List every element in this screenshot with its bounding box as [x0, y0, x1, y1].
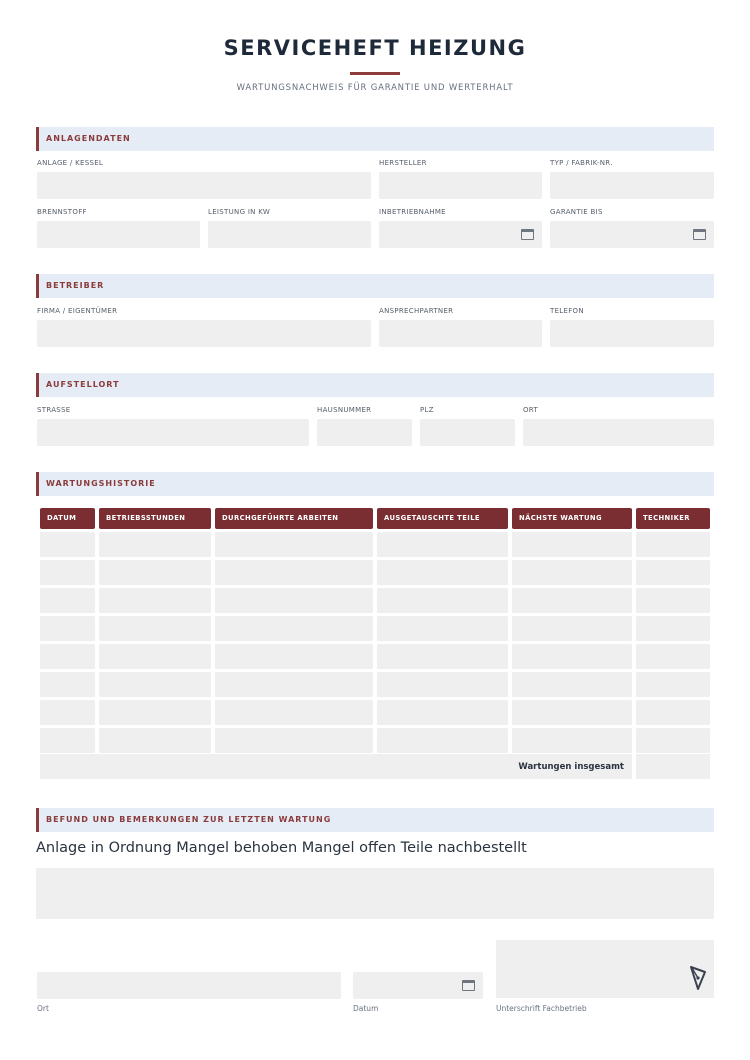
hersteller-input[interactable]	[379, 172, 542, 199]
brennstoff-label: BRENNSTOFF	[37, 208, 87, 216]
section-title: BETREIBER	[46, 281, 105, 290]
ort-input[interactable]	[523, 419, 714, 446]
calendar-icon[interactable]	[462, 980, 475, 991]
table-cell[interactable]	[40, 700, 95, 725]
table-cell[interactable]	[215, 672, 373, 697]
table-cell[interactable]	[40, 532, 95, 557]
table-cell[interactable]	[377, 588, 508, 613]
table-cell[interactable]	[99, 588, 211, 613]
leistung-label: LEISTUNG IN KW	[208, 208, 271, 216]
table-cell[interactable]	[377, 700, 508, 725]
table-cell[interactable]	[377, 532, 508, 557]
table-cell[interactable]	[377, 728, 508, 753]
table-cell[interactable]	[636, 616, 710, 641]
calendar-icon[interactable]	[693, 229, 706, 240]
footer-datum-input[interactable]	[353, 972, 483, 999]
signature-label: Unterschrift Fachbetrieb	[496, 1004, 587, 1013]
leistung-input[interactable]	[208, 221, 371, 248]
calendar-icon[interactable]	[521, 229, 534, 240]
table-cell[interactable]	[377, 672, 508, 697]
footer-ort-input[interactable]	[37, 972, 341, 999]
ansprechpartner-label: ANSPRECHPARTNER	[379, 307, 454, 315]
table-cell[interactable]	[377, 616, 508, 641]
pen-nib-icon	[688, 965, 708, 991]
table-cell[interactable]	[40, 560, 95, 585]
firma-label: FIRMA / EIGENTÜMER	[37, 307, 118, 315]
typ-input[interactable]	[550, 172, 714, 199]
table-cell[interactable]	[512, 588, 632, 613]
strasse-label: STRASSE	[37, 406, 71, 414]
plz-label: PLZ	[420, 406, 434, 414]
col-header-betriebsstunden: BETRIEBSSTUNDEN	[99, 508, 211, 529]
section-aufstellort	[36, 373, 714, 397]
table-cell[interactable]	[215, 532, 373, 557]
table-cell[interactable]	[99, 532, 211, 557]
table-cell[interactable]	[512, 644, 632, 669]
ansprechpartner-input[interactable]	[379, 320, 542, 347]
table-cell[interactable]	[99, 644, 211, 669]
ort-label: ORT	[523, 406, 539, 414]
table-cell[interactable]	[636, 532, 710, 557]
table-cell[interactable]	[512, 532, 632, 557]
anlage-label: ANLAGE / KESSEL	[37, 159, 104, 167]
summary-value-cell[interactable]	[636, 754, 710, 779]
bemerkungen-textarea[interactable]	[36, 868, 714, 919]
section-title: AUFSTELLORT	[46, 380, 120, 389]
table-cell[interactable]	[636, 672, 710, 697]
table-cell[interactable]	[636, 728, 710, 753]
table-cell[interactable]	[99, 700, 211, 725]
footer-datum-label: Datum	[353, 1004, 379, 1013]
section-title: ANLAGENDATEN	[46, 134, 131, 143]
table-cell[interactable]	[215, 700, 373, 725]
col-header-datum: DATUM	[40, 508, 95, 529]
section-title: WARTUNGSHISTORIE	[46, 479, 156, 488]
page-title: SERVICEHEFT HEIZUNG	[223, 36, 527, 60]
table-cell[interactable]	[99, 616, 211, 641]
col-header-arbeiten: DURCHGEFÜHRTE ARBEITEN	[215, 508, 373, 529]
table-cell[interactable]	[512, 616, 632, 641]
table-cell[interactable]	[40, 728, 95, 753]
section-befund	[36, 808, 714, 832]
table-cell[interactable]	[377, 560, 508, 585]
section-title: BEFUND UND BEMERKUNGEN ZUR LETZTEN WARTUNG	[46, 815, 332, 824]
title-divider	[350, 72, 400, 75]
table-cell[interactable]	[512, 700, 632, 725]
firma-input[interactable]	[37, 320, 371, 347]
typ-label: TYP / FABRIK-NR.	[550, 159, 613, 167]
inbetriebnahme-label: INBETRIEBNAHME	[379, 208, 446, 216]
hausnummer-input[interactable]	[317, 419, 412, 446]
section-wartungshistorie	[36, 472, 714, 496]
summary-label: Wartungen insgesamt	[518, 762, 624, 772]
table-cell[interactable]	[40, 616, 95, 641]
table-cell[interactable]	[99, 728, 211, 753]
col-header-teile: AUSGETAUSCHTE TEILE	[377, 508, 508, 529]
strasse-input[interactable]	[37, 419, 309, 446]
hersteller-label: HERSTELLER	[379, 159, 427, 167]
brennstoff-input[interactable]	[37, 221, 200, 248]
table-cell[interactable]	[512, 560, 632, 585]
inbetriebnahme-date-input[interactable]	[379, 221, 542, 248]
col-header-naechste-wartung: NÄCHSTE WARTUNG	[512, 508, 632, 529]
summary-row	[40, 754, 632, 779]
table-cell[interactable]	[215, 588, 373, 613]
table-cell[interactable]	[512, 728, 632, 753]
page-subtitle: WARTUNGSNACHWEIS FÜR GARANTIE UND WERTERHALT	[236, 83, 514, 93]
table-cell[interactable]	[377, 644, 508, 669]
table-cell[interactable]	[215, 616, 373, 641]
table-cell[interactable]	[215, 644, 373, 669]
telefon-label: TELEFON	[550, 307, 584, 315]
table-cell[interactable]	[40, 644, 95, 669]
befund-options: Anlage in Ordnung Mangel behoben Mangel offen Teile nachbestellt	[36, 840, 527, 856]
table-cell[interactable]	[512, 672, 632, 697]
table-cell[interactable]	[215, 560, 373, 585]
col-header-techniker: TECHNIKER	[636, 508, 710, 529]
garantie-date-input[interactable]	[550, 221, 714, 248]
table-cell[interactable]	[215, 728, 373, 753]
table-cell[interactable]	[40, 672, 95, 697]
table-cell[interactable]	[636, 644, 710, 669]
page-header	[0, 36, 750, 93]
table-cell[interactable]	[99, 672, 211, 697]
telefon-input[interactable]	[550, 320, 714, 347]
table-cell[interactable]	[40, 588, 95, 613]
table-cell[interactable]	[636, 700, 710, 725]
plz-input[interactable]	[420, 419, 515, 446]
footer-ort-label: Ort	[37, 1004, 49, 1013]
signature-field[interactable]	[496, 940, 714, 998]
table-cell[interactable]	[636, 588, 710, 613]
hausnummer-label: HAUSNUMMER	[317, 406, 372, 414]
garantie-label: GARANTIE BIS	[550, 208, 603, 216]
table-cell[interactable]	[636, 560, 710, 585]
section-anlagendaten	[36, 127, 714, 151]
table-cell[interactable]	[99, 560, 211, 585]
anlage-input[interactable]	[37, 172, 371, 199]
section-betreiber	[36, 274, 714, 298]
